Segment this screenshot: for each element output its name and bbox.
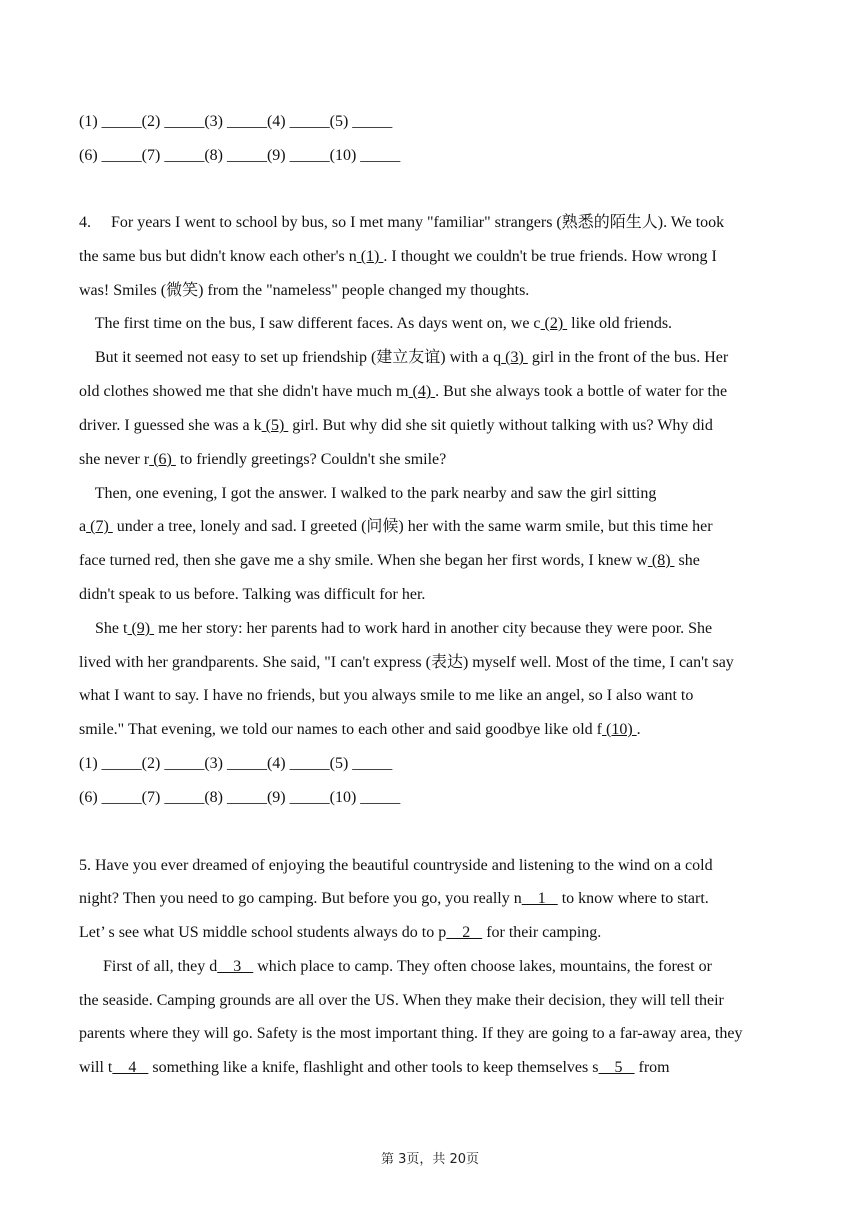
q5-line: parents where they will go. Safety is the most important thing. If they are going to a far-away area, they	[79, 1025, 743, 1042]
q5-line: night? Then you need to go camping. But before you go, you really n 1 to know where to start.	[79, 890, 709, 907]
q4-line: was! Smiles (微笑) from the "nameless" people changed my thoughts.	[79, 282, 530, 299]
q4-line: she never r (6) to friendly greetings? Couldn't she smile?	[79, 451, 447, 468]
blank-1: (1)	[356, 248, 384, 265]
blank-4: 4	[112, 1059, 149, 1076]
answer-row-2: (6) _____(7) _____(8) _____(9) _____(10) _____	[79, 147, 401, 164]
blank-2: (2)	[540, 315, 568, 332]
q4-line: lived with her grandparents. She said, "I can't express (表达) myself well. Most of the time, I can't say	[79, 654, 734, 671]
q4-line: old clothes showed me that she didn't have much m (4) . But she always took a bottle of water for the	[79, 383, 728, 400]
q4-line: The first time on the bus, I saw different faces. As days went on, we c (2) like old friends.	[79, 315, 673, 332]
q4-line: But it seemed not easy to set up friendship (建立友谊) with a q (3) girl in the front of the bus. Her	[79, 349, 729, 366]
q5-line: First of all, they d 3 which place to camp. They often choose lakes, mountains, the forest or	[79, 958, 712, 975]
blank-10: (10)	[602, 721, 637, 738]
blank-4: (4)	[408, 383, 436, 400]
blank-7: (7)	[86, 518, 113, 535]
q4-line: a (7) under a tree, lonely and sad. I greeted (问候) her with the same warm smile, but this time her	[79, 518, 713, 535]
q4-line: didn't speak to us before. Talking was difficult for her.	[79, 586, 426, 603]
blank-1: 1	[521, 890, 558, 907]
q4-line: what I want to say. I have no friends, but you always smile to me like an angel, so I also want to	[79, 687, 694, 704]
answer-row-2: (6) _____(7) _____(8) _____(9) _____(10) _____	[79, 789, 401, 806]
q4-line: face turned red, then she gave me a shy smile. When she began her first words, I knew w (8) she	[79, 552, 700, 569]
q4-line: the same bus but didn't know each other's n (1) . I thought we couldn't be true friends. How wrong I	[79, 248, 717, 265]
answer-row-1: (1) _____(2) _____(3) _____(4) _____(5) _____	[79, 755, 393, 772]
q4-line: smile." That evening, we told our names to each other and said goodbye like old f (10) .	[79, 721, 641, 738]
q5-line: the seaside. Camping grounds are all over the US. When they make their decision, they will tell their	[79, 992, 724, 1009]
q5-line: Let’ s see what US middle school students always do to p 2 for their camping.	[79, 924, 602, 941]
answer-row-1: (1) _____(2) _____(3) _____(4) _____(5) _____	[79, 113, 393, 130]
blank-5: 5	[598, 1059, 635, 1076]
blank-6: (6)	[149, 451, 176, 468]
q4-line: driver. I guessed she was a k (5) girl. But why did she sit quietly without talking with us? Why did	[79, 417, 713, 434]
blank-3: 3	[217, 958, 254, 975]
q4-line: Then, one evening, I got the answer. I walked to the park nearby and saw the girl sitting	[79, 485, 657, 502]
q4-line: She t (9) me her story: her parents had to work hard in another city because they were poor. She	[79, 620, 713, 637]
q5-line: 5. Have you ever dreamed of enjoying the beautiful countryside and listening to the wind on a cold	[79, 857, 713, 874]
page-footer: 第 3页，共 20页	[380, 1152, 480, 1167]
blank-3: (3)	[501, 349, 528, 366]
blank-8: (8)	[647, 552, 675, 569]
blank-2: 2	[446, 924, 483, 941]
q4-line: 4. For years I went to school by bus, so I met many "familiar" strangers (熟悉的陌生人). We took	[79, 214, 725, 231]
q5-line: will t 4 something like a knife, flashlight and other tools to keep themselves s 5 from	[79, 1059, 670, 1076]
blank-5: (5)	[261, 417, 289, 434]
blank-9: (9)	[127, 620, 155, 637]
